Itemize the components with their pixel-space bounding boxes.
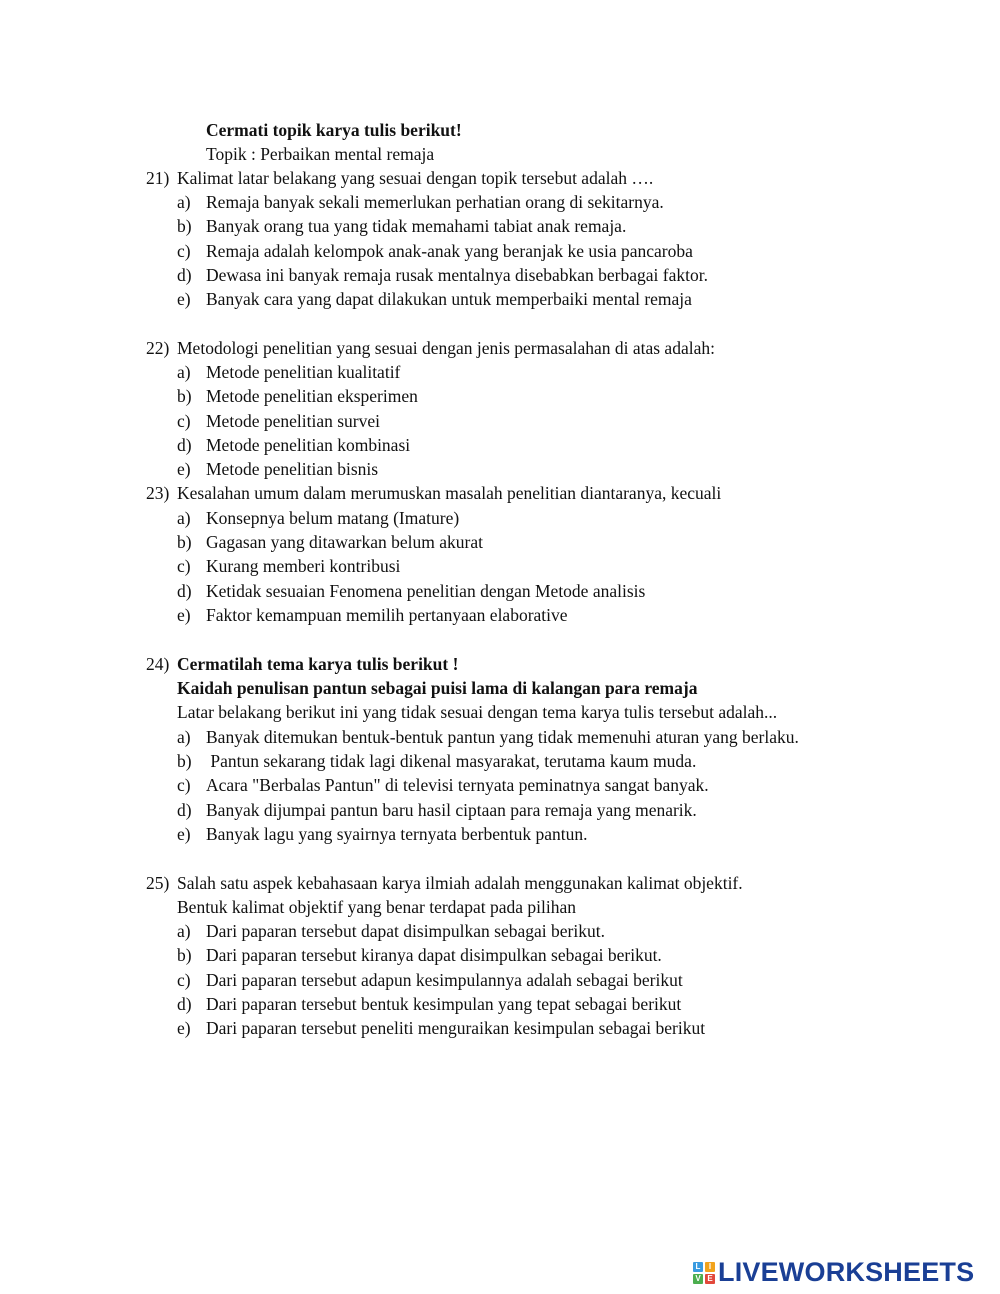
question-text: Kesalahan umum dalam merumuskan masalah penelitian diantaranya, kecuali bbox=[177, 483, 722, 503]
option-text: Gagasan yang ditawarkan belum akurat bbox=[206, 532, 483, 552]
question-text: Cermatilah tema karya tulis berikut ! bbox=[177, 654, 459, 674]
option-text: Banyak cara yang dapat dilakukan untuk memperbaiki mental remaja bbox=[206, 289, 692, 309]
option-text: Remaja adalah kelompok anak-anak yang beranjak ke usia pancaroba bbox=[206, 241, 693, 261]
question-theme: Kaidah penulisan pantun sebagai puisi lama di kalangan para remaja bbox=[177, 678, 698, 698]
option-text: Banyak dijumpai pantun baru hasil ciptaan para remaja yang menarik. bbox=[206, 800, 697, 820]
question-number: 22) bbox=[146, 338, 170, 358]
option-letter: e) bbox=[177, 605, 191, 625]
option-letter: d) bbox=[177, 265, 192, 285]
question-text: Kalimat latar belakang yang sesuai dengan topik tersebut adalah …. bbox=[177, 168, 654, 188]
option-letter: c) bbox=[177, 556, 191, 576]
question-text: Salah satu aspek kebahasaan karya ilmiah adalah menggunakan kalimat objektif. bbox=[177, 873, 743, 893]
option-letter: a) bbox=[177, 192, 191, 212]
intro-heading: Cermati topik karya tulis berikut! bbox=[206, 120, 462, 140]
option-text: Dewasa ini banyak remaja rusak mentalnya disebabkan berbagai faktor. bbox=[206, 265, 708, 285]
option-letter: a) bbox=[177, 508, 191, 528]
liveworksheets-logo[interactable] bbox=[693, 1257, 974, 1288]
liveworksheets-logo-icon bbox=[693, 1262, 715, 1284]
option-letter: e) bbox=[177, 459, 191, 479]
intro-topic: Topik : Perbaikan mental remaja bbox=[206, 144, 435, 164]
option-letter: d) bbox=[177, 435, 192, 455]
option-text: Kurang memberi kontribusi bbox=[206, 556, 401, 576]
option-text: Pantun sekarang tidak lagi dikenal masyarakat, terutama kaum muda. bbox=[206, 751, 697, 771]
option-letter: a) bbox=[177, 727, 191, 747]
option-letter: e) bbox=[177, 824, 191, 844]
option-text: Dari paparan tersebut peneliti menguraikan kesimpulan sebagai berikut bbox=[206, 1018, 706, 1038]
question-text: Metodologi penelitian yang sesuai dengan jenis permasalahan di atas adalah: bbox=[177, 338, 715, 358]
option-text: Metode penelitian kombinasi bbox=[206, 435, 411, 455]
option-letter: a) bbox=[177, 362, 191, 382]
liveworksheets-logo-text: LIVEWORKSHEETS bbox=[718, 1257, 975, 1287]
option-text: Ketidak sesuaian Fenomena penelitian dengan Metode analisis bbox=[206, 581, 646, 601]
option-text: Metode penelitian eksperimen bbox=[206, 386, 418, 406]
option-letter: c) bbox=[177, 411, 191, 431]
option-text: Faktor kemampuan memilih pertanyaan elaborative bbox=[206, 605, 568, 625]
question-prompt: Latar belakang berikut ini yang tidak sesuai dengan tema karya tulis tersebut adalah... bbox=[177, 702, 778, 722]
question-prompt: Bentuk kalimat objektif yang benar terdapat pada pilihan bbox=[177, 897, 576, 917]
option-letter: d) bbox=[177, 800, 192, 820]
logo-block-e: E bbox=[705, 1274, 715, 1284]
option-letter: b) bbox=[177, 532, 192, 552]
option-text: Dari paparan tersebut bentuk kesimpulan yang tepat sebagai berikut bbox=[206, 994, 682, 1014]
option-text: Dari paparan tersebut dapat disimpulkan sebagai berikut. bbox=[206, 921, 605, 941]
option-text: Banyak ditemukan bentuk-bentuk pantun yang tidak memenuhi aturan yang berlaku. bbox=[206, 727, 799, 747]
option-letter: b) bbox=[177, 751, 192, 771]
option-text: Metode penelitian bisnis bbox=[206, 459, 379, 479]
option-letter: c) bbox=[177, 241, 191, 261]
logo-block-v: V bbox=[693, 1274, 703, 1284]
option-text: Dari paparan tersebut adapun kesimpulannya adalah sebagai berikut bbox=[206, 970, 683, 990]
option-letter: d) bbox=[177, 581, 192, 601]
option-text: Remaja banyak sekali memerlukan perhatian orang di sekitarnya. bbox=[206, 192, 664, 212]
option-text: Metode penelitian kualitatif bbox=[206, 362, 401, 382]
option-text: Banyak orang tua yang tidak memahami tabiat anak remaja. bbox=[206, 216, 627, 236]
question-number: 23) bbox=[146, 483, 170, 503]
question-number: 21) bbox=[146, 168, 170, 188]
option-text: Dari paparan tersebut kiranya dapat disimpulkan sebagai berikut. bbox=[206, 945, 662, 965]
option-letter: b) bbox=[177, 945, 192, 965]
option-text: Metode penelitian survei bbox=[206, 411, 380, 431]
option-letter: d) bbox=[177, 994, 192, 1014]
option-letter: e) bbox=[177, 1018, 191, 1038]
option-letter: a) bbox=[177, 921, 191, 941]
logo-block-l: L bbox=[693, 1262, 703, 1272]
option-text: Konsepnya belum matang (Imature) bbox=[206, 508, 460, 528]
option-letter: b) bbox=[177, 386, 192, 406]
option-letter: c) bbox=[177, 775, 191, 795]
logo-block-i: I bbox=[705, 1262, 715, 1272]
question-number: 24) bbox=[146, 654, 170, 674]
question-number: 25) bbox=[146, 873, 170, 893]
option-letter: b) bbox=[177, 216, 192, 236]
option-text: Banyak lagu yang syairnya ternyata berbentuk pantun. bbox=[206, 824, 588, 844]
option-letter: e) bbox=[177, 289, 191, 309]
option-letter: c) bbox=[177, 970, 191, 990]
option-text: Acara "Berbalas Pantun" di televisi ternyata peminatnya sangat banyak. bbox=[206, 775, 709, 795]
